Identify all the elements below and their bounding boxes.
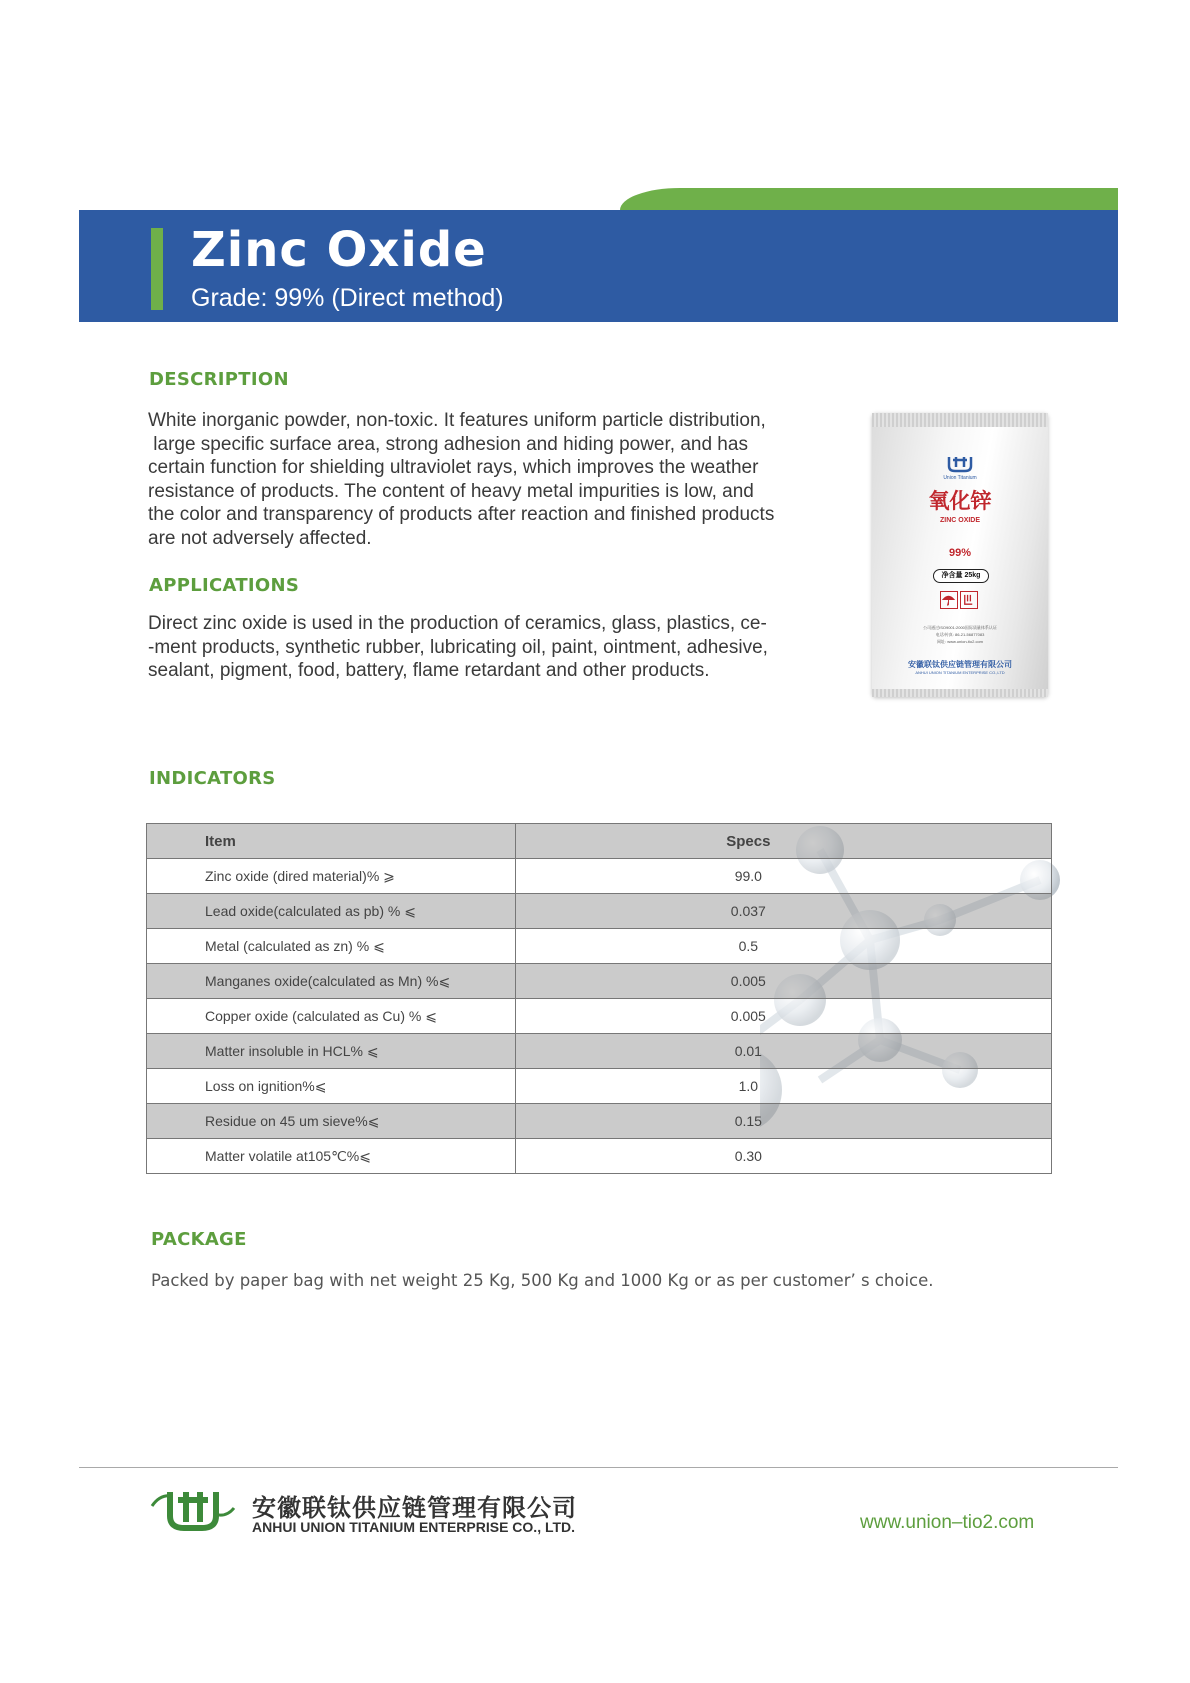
- description-line: resistance of products. The content of heavy metal impurities is low, and: [148, 480, 754, 502]
- row-spec: 99.0: [515, 859, 1051, 894]
- table-row: [147, 1139, 1052, 1174]
- indicators-table: [146, 823, 1052, 1174]
- applications-heading: APPLICATIONS: [149, 575, 300, 596]
- footer-company-en: ANHUI UNION TITANIUM ENTERPRISE CO., LTD.: [252, 1519, 576, 1535]
- row-spec: 0.15: [515, 1104, 1051, 1139]
- applications-line: -ment products, synthetic rubber, lubricating oil, paint, ointment, adhesive,: [148, 636, 768, 658]
- row-spec: 0.01: [515, 1034, 1051, 1069]
- bag-company-cn: 安徽联钛供应链管理有限公司: [908, 660, 1012, 669]
- bag-logo-text: Union Titanium: [943, 475, 977, 481]
- handle-with-care-icon: [960, 591, 978, 609]
- table-row: [147, 964, 1052, 999]
- applications-text: [148, 612, 768, 683]
- company-logo-icon: [946, 455, 974, 473]
- bag-net-weight: 净含量 25kg: [933, 569, 989, 583]
- row-item: Matter volatile at105℃%⩽: [147, 1139, 516, 1174]
- row-spec: 0.30: [515, 1139, 1051, 1174]
- banner-accent-stripe: [620, 188, 1118, 210]
- description-line: White inorganic powder, non-toxic. It features uniform particle distribution,: [148, 410, 766, 431]
- banner-accent-bar: [151, 228, 163, 310]
- bag-product-name-en: ZINC OXIDE: [939, 517, 981, 524]
- bag-grade: 99%: [948, 547, 972, 559]
- table-row: [147, 1034, 1052, 1069]
- applications-line: Direct zinc oxide is used in the production of ceramics, glass, plastics, ce-: [148, 613, 767, 634]
- row-spec: 1.0: [515, 1069, 1051, 1104]
- product-bag-image: [872, 413, 1048, 697]
- table-row: [147, 1104, 1052, 1139]
- page-title: Zinc Oxide: [191, 222, 487, 278]
- row-spec: 0.005: [515, 964, 1051, 999]
- description-heading: DESCRIPTION: [149, 369, 289, 390]
- table-row: [147, 894, 1052, 929]
- bag-seal-bottom: [872, 689, 1048, 697]
- table-row: [147, 1069, 1052, 1104]
- bag-company-en: ANHUI UNION TITANIUM ENTERPRISE CO.,LTD: [915, 670, 1005, 675]
- description-text: [148, 409, 774, 550]
- bag-info-line: 网址: www.union-tio2.com: [936, 639, 983, 644]
- package-text: Packed by paper bag with net weight 25 Kg, 500 Kg and 1000 Kg or as per customer’ s choice.: [151, 1271, 934, 1290]
- bag-warning-icons: [940, 591, 982, 611]
- bag-product-name-cn: 氧化锌: [928, 489, 992, 513]
- column-header-item: Item: [147, 824, 516, 859]
- company-logo-icon: [150, 1488, 236, 1532]
- description-line: are not adversely affected.: [148, 527, 372, 549]
- row-item: Metal (calculated as zn) % ⩽: [147, 929, 516, 964]
- description-line: certain function for shielding ultraviolet rays, which improves the weather: [148, 457, 759, 478]
- table-row: [147, 859, 1052, 894]
- footer-divider: [79, 1467, 1118, 1468]
- page-subtitle: Grade: 99% (Direct method): [191, 284, 504, 312]
- footer-website-link[interactable]: www.union–tio2.com: [860, 1512, 1035, 1533]
- row-spec: 0.5: [515, 929, 1051, 964]
- umbrella-icon: [940, 591, 958, 609]
- bag-seal-top: [872, 413, 1048, 427]
- column-header-specs: Specs: [515, 824, 1051, 859]
- description-line: the color and transparency of products after reaction and finished products: [148, 504, 775, 525]
- row-item: Lead oxide(calculated as pb) % ⩽: [147, 894, 516, 929]
- package-heading: PACKAGE: [151, 1229, 247, 1250]
- row-item: Loss on ignition%⩽: [147, 1069, 516, 1104]
- bag-info-line: 公司通过ISO9001:2000国际质量体系认证: [923, 625, 997, 630]
- row-item: Manganes oxide(calculated as Mn) %⩽: [147, 964, 516, 999]
- description-line: large specific surface area, strong adhesion and hiding power, and has: [148, 433, 748, 455]
- table-row: [147, 999, 1052, 1034]
- row-item: Copper oxide (calculated as Cu) % ⩽: [147, 999, 516, 1034]
- row-item: Matter insoluble in HCL% ⩽: [147, 1034, 516, 1069]
- row-spec: 0.005: [515, 999, 1051, 1034]
- applications-line: sealant, pigment, food, battery, flame retardant and other products.: [148, 660, 710, 681]
- header-banner: [79, 210, 1118, 322]
- footer-company-cn: 安徽联钛供应链管理有限公司: [252, 1494, 577, 1522]
- table-row: [147, 929, 1052, 964]
- row-item: Residue on 45 um sieve%⩽: [147, 1104, 516, 1139]
- table-header-row: [147, 824, 1052, 859]
- row-spec: 0.037: [515, 894, 1051, 929]
- indicators-heading: INDICATORS: [149, 768, 276, 789]
- row-item: Zinc oxide (dired material)% ⩾: [147, 859, 516, 894]
- bag-info-line: 电话/传真: 86-21-56877083: [935, 632, 985, 637]
